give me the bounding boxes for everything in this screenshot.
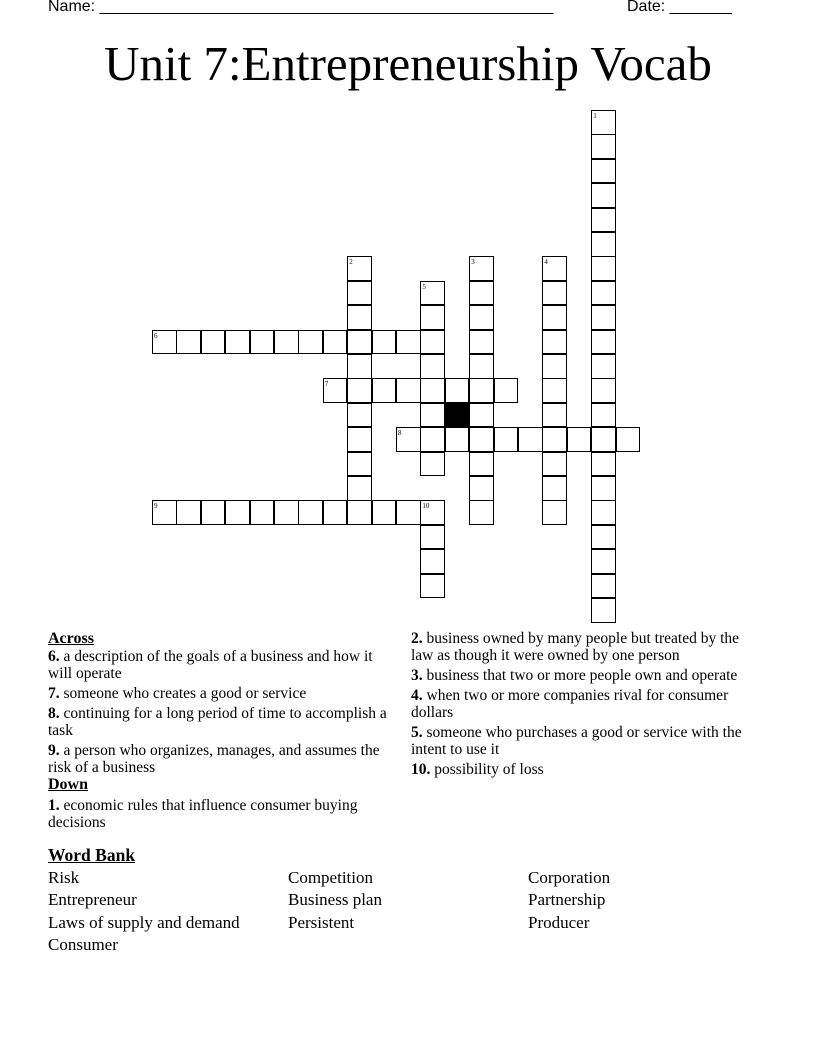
crossword-cell[interactable] bbox=[274, 500, 299, 525]
crossword-cell[interactable] bbox=[347, 281, 372, 306]
crossword-cell[interactable] bbox=[469, 452, 494, 477]
crossword-cell[interactable] bbox=[591, 452, 616, 477]
crossword-cell[interactable] bbox=[542, 378, 567, 403]
crossword-cell[interactable] bbox=[420, 330, 445, 355]
crossword-cell[interactable] bbox=[591, 134, 616, 159]
word-bank-word: Persistent bbox=[288, 913, 355, 932]
crossword-cell[interactable] bbox=[469, 281, 494, 306]
clue-number-label: 8 bbox=[398, 429, 402, 438]
crossword-cell[interactable] bbox=[591, 403, 616, 428]
crossword-cell[interactable] bbox=[420, 403, 445, 428]
crossword-cell[interactable] bbox=[469, 330, 494, 355]
crossword-cell[interactable] bbox=[591, 574, 616, 599]
word-bank-word: Partnership bbox=[528, 890, 606, 909]
crossword-cell[interactable] bbox=[591, 183, 616, 208]
crossword-cell[interactable] bbox=[591, 598, 616, 623]
crossword-cell[interactable] bbox=[420, 378, 445, 403]
crossword-cell[interactable] bbox=[347, 403, 372, 428]
crossword-cell[interactable] bbox=[469, 378, 494, 403]
clue-text: a person who organizes, manages, and assumes the risk of a business bbox=[48, 742, 380, 776]
crossword-cell[interactable] bbox=[591, 232, 616, 257]
crossword-cell[interactable] bbox=[542, 427, 567, 452]
clues-right-column bbox=[411, 630, 761, 781]
down-heading: Down bbox=[48, 776, 89, 793]
crossword-cell[interactable] bbox=[274, 330, 299, 355]
crossword-cell[interactable] bbox=[591, 354, 616, 379]
clue-text: someone who purchases a good or service with the intent to use it bbox=[411, 724, 742, 758]
crossword-cell[interactable] bbox=[469, 354, 494, 379]
crossword-cell[interactable] bbox=[542, 256, 567, 281]
clue-number: 8. bbox=[48, 705, 60, 722]
clue-number-label: 1 bbox=[593, 112, 597, 120]
crossword-cell[interactable] bbox=[372, 500, 397, 525]
clue-number-label: 7 bbox=[324, 380, 329, 389]
crossword-cell[interactable] bbox=[591, 500, 616, 525]
crossword-cell[interactable] bbox=[591, 110, 616, 135]
clue-text: when two or more companies rival for consumer dollars bbox=[411, 687, 729, 721]
clue-number-label: 6 bbox=[154, 331, 158, 340]
crossword-cell[interactable] bbox=[396, 330, 421, 355]
crossword-cell[interactable] bbox=[396, 427, 421, 452]
crossword-cell[interactable] bbox=[591, 281, 616, 306]
crossword-cell[interactable] bbox=[225, 330, 250, 355]
crossword-cell[interactable] bbox=[323, 330, 348, 355]
word-bank-word: Business plan bbox=[288, 890, 382, 909]
crossword-black-square bbox=[445, 403, 470, 428]
word-bank-word: Producer bbox=[528, 913, 590, 932]
clue-number-label: 10 bbox=[422, 502, 430, 511]
crossword-cell[interactable] bbox=[250, 500, 275, 525]
crossword-cell[interactable] bbox=[152, 330, 177, 355]
clue-number-label: 5 bbox=[422, 282, 426, 291]
crossword-cell[interactable] bbox=[347, 378, 372, 403]
across-heading: Across bbox=[48, 630, 94, 647]
clue-number: 4. bbox=[411, 687, 423, 704]
crossword-cell[interactable] bbox=[152, 500, 177, 525]
crossword-cell[interactable] bbox=[323, 500, 348, 525]
crossword-cell[interactable] bbox=[250, 330, 275, 355]
crossword-cell[interactable] bbox=[372, 330, 397, 355]
crossword-cell[interactable] bbox=[347, 500, 372, 525]
crossword-cell[interactable] bbox=[542, 500, 567, 525]
clue-text: continuing for a long period of time to accomplish a task bbox=[48, 705, 387, 739]
clue-text: business that two or more people own and operate bbox=[426, 667, 738, 684]
crossword-cell[interactable] bbox=[445, 427, 470, 452]
clue-text: someone who creates a good or service bbox=[63, 685, 307, 702]
crossword-cell[interactable] bbox=[591, 330, 616, 355]
crossword-cell[interactable] bbox=[469, 305, 494, 330]
clue-across-7 bbox=[48, 685, 393, 702]
clue-number: 2. bbox=[411, 630, 423, 647]
crossword-cell[interactable] bbox=[542, 354, 567, 379]
crossword-cell[interactable] bbox=[225, 500, 250, 525]
name-field-label: Name: ___________________________________________________ bbox=[48, 0, 554, 15]
crossword-cell[interactable] bbox=[591, 525, 616, 550]
crossword-cell[interactable] bbox=[347, 476, 372, 501]
clue-down-5 bbox=[411, 724, 761, 758]
word-bank-word: Corporation bbox=[528, 868, 611, 887]
clue-down-3 bbox=[411, 667, 761, 684]
word-bank-word: Entrepreneur bbox=[48, 890, 137, 909]
crossword-cell[interactable] bbox=[347, 452, 372, 477]
crossword-cell[interactable] bbox=[420, 574, 445, 599]
crossword-cell[interactable] bbox=[494, 378, 519, 403]
clue-number-label: 2 bbox=[349, 258, 353, 267]
crossword-cell[interactable] bbox=[591, 476, 616, 501]
crossword-cell[interactable] bbox=[420, 549, 445, 574]
crossword-cell[interactable] bbox=[298, 500, 323, 525]
clue-number: 6. bbox=[48, 648, 60, 665]
clue-number-label: 3 bbox=[471, 258, 475, 267]
crossword-cell[interactable] bbox=[542, 403, 567, 428]
crossword-cell[interactable] bbox=[591, 549, 616, 574]
clue-text: economic rules that influence consumer buying decisions bbox=[48, 797, 358, 831]
clue-down-2 bbox=[411, 630, 761, 664]
clue-number: 10. bbox=[411, 761, 431, 778]
page-title: Unit 7:Entrepreneurship Vocab bbox=[104, 36, 712, 91]
crossword-cell[interactable] bbox=[591, 208, 616, 233]
crossword-cell[interactable] bbox=[347, 427, 372, 452]
clue-text: business owned by many people but treated by the law as though it were owned by one person bbox=[411, 630, 740, 664]
crossword-cell[interactable] bbox=[396, 500, 421, 525]
crossword-cell[interactable] bbox=[396, 378, 421, 403]
clue-across-9 bbox=[48, 742, 393, 776]
word-bank-word: Competition bbox=[288, 868, 373, 887]
crossword-cell[interactable] bbox=[372, 378, 397, 403]
crossword-cell[interactable] bbox=[469, 427, 494, 452]
crossword-cell[interactable] bbox=[347, 305, 372, 330]
word-bank-word: Risk bbox=[48, 868, 80, 887]
crossword-cell[interactable] bbox=[420, 525, 445, 550]
clue-down-1 bbox=[48, 797, 393, 831]
crossword-cell[interactable] bbox=[616, 427, 641, 452]
crossword-cell[interactable] bbox=[542, 452, 567, 477]
word-bank-word: Consumer bbox=[48, 935, 118, 954]
crossword-cell[interactable] bbox=[542, 305, 567, 330]
clue-number-label: 9 bbox=[154, 502, 158, 511]
word-bank-word: Laws of supply and demand bbox=[48, 913, 240, 932]
crossword-cell[interactable] bbox=[347, 354, 372, 379]
clue-across-6 bbox=[48, 648, 393, 682]
crossword-cell[interactable] bbox=[469, 256, 494, 281]
crossword-cell[interactable] bbox=[591, 159, 616, 184]
crossword-cell[interactable] bbox=[176, 500, 201, 525]
crossword-cell[interactable] bbox=[420, 452, 445, 477]
crossword-cell[interactable] bbox=[542, 330, 567, 355]
crossword-cell[interactable] bbox=[542, 476, 567, 501]
clue-number: 1. bbox=[48, 797, 60, 814]
crossword-cell[interactable] bbox=[420, 354, 445, 379]
crossword-cell[interactable] bbox=[469, 500, 494, 525]
crossword-cell[interactable] bbox=[420, 427, 445, 452]
crossword-cell[interactable] bbox=[420, 305, 445, 330]
clue-text: a description of the goals of a business and how it will operate bbox=[48, 648, 373, 682]
clue-down-10 bbox=[411, 761, 761, 778]
clue-number: 5. bbox=[411, 724, 423, 741]
date-field-label: Date: _______ bbox=[627, 0, 732, 15]
crossword-cell[interactable] bbox=[494, 427, 519, 452]
clue-down-4 bbox=[411, 687, 761, 721]
crossword-cell[interactable] bbox=[591, 427, 616, 452]
clue-number-label: 4 bbox=[544, 258, 548, 267]
clue-number: 7. bbox=[48, 685, 60, 702]
crossword-cell[interactable] bbox=[469, 403, 494, 428]
clue-number: 9. bbox=[48, 742, 60, 759]
crossword-cell[interactable] bbox=[591, 305, 616, 330]
crossword-cell[interactable] bbox=[201, 500, 226, 525]
crossword-cell[interactable] bbox=[347, 330, 372, 355]
clue-across-8 bbox=[48, 705, 393, 739]
crossword-cell[interactable] bbox=[445, 378, 470, 403]
crossword-cell[interactable] bbox=[567, 427, 592, 452]
crossword-cell[interactable] bbox=[176, 330, 201, 355]
crossword-cell[interactable] bbox=[420, 500, 445, 525]
crossword-cell[interactable] bbox=[518, 427, 543, 452]
clues-left-column bbox=[48, 630, 393, 834]
clue-number: 3. bbox=[411, 667, 423, 684]
crossword-cell[interactable] bbox=[542, 281, 567, 306]
crossword-cell[interactable] bbox=[201, 330, 226, 355]
crossword-cell[interactable] bbox=[469, 476, 494, 501]
clue-text: possibility of loss bbox=[434, 761, 544, 778]
crossword-cell[interactable] bbox=[323, 378, 348, 403]
crossword-cell[interactable] bbox=[591, 378, 616, 403]
crossword-cell[interactable] bbox=[591, 256, 616, 281]
crossword-cell[interactable] bbox=[298, 330, 323, 355]
crossword-cell[interactable] bbox=[420, 281, 445, 306]
word-bank-heading: Word Bank bbox=[48, 845, 136, 865]
crossword-cell[interactable] bbox=[347, 256, 372, 281]
